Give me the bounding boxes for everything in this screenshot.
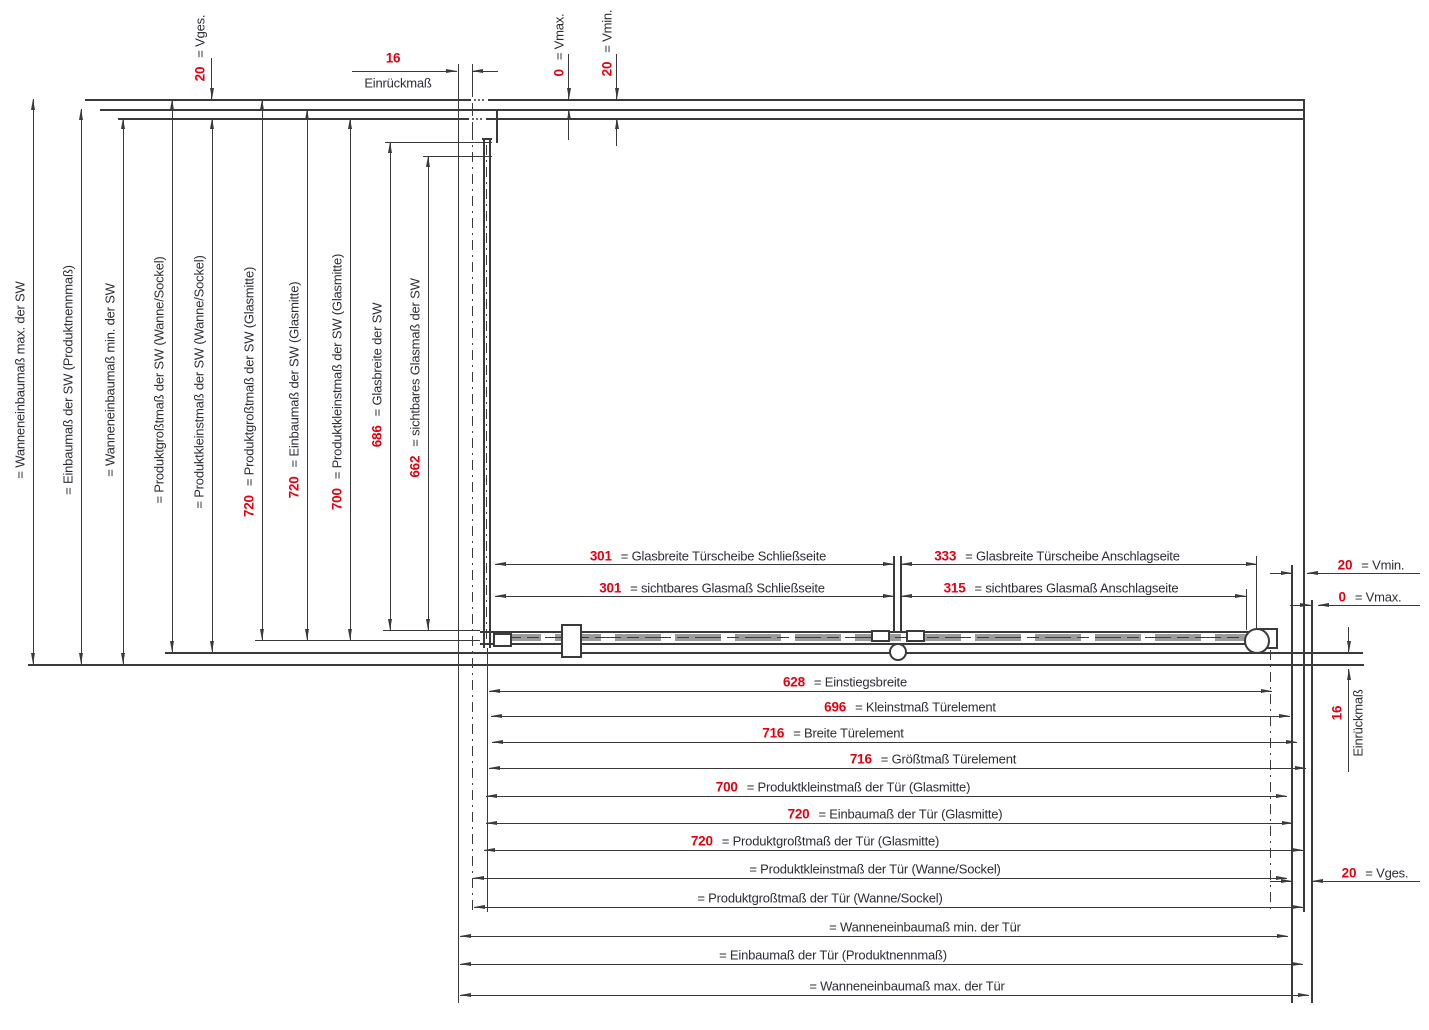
line-break-dot: [474, 99, 476, 101]
arrow-left: [474, 905, 485, 909]
center-guide-right: [906, 630, 925, 642]
arrow-up: [348, 118, 352, 129]
dim-tuer-wanneneinbau-min: = Wanneneinbaumaß min. der Tür: [829, 919, 1021, 935]
arrow-left: [489, 689, 500, 693]
line: [460, 936, 1288, 937]
line: [486, 823, 1293, 824]
line: [1256, 556, 1257, 629]
dim-sw-glasbreite: 686= Glasbreite der SW: [369, 302, 385, 448]
arrow-up: [79, 109, 83, 120]
arrow-left: [1312, 879, 1323, 883]
line: [489, 139, 491, 648]
dim-sw-sichtbares-glasmass: 662= sichtbares Glasmaß der SW: [407, 278, 423, 478]
arrow-left: [460, 934, 471, 938]
corner-connector: [493, 633, 512, 647]
line-break-dot: [478, 99, 480, 101]
arrow-down: [615, 88, 619, 99]
line: [495, 596, 894, 597]
dim-vmin-right: 20 = Vmin.: [1337, 557, 1405, 573]
dim-sw-groesstmass-glasmitte: 720= Produktgroßtmaß der SW (Glasmitte): [241, 266, 257, 518]
arrow-right: [1281, 571, 1292, 575]
arrow-down: [210, 88, 214, 99]
line: [1246, 589, 1247, 630]
arrow-up: [305, 109, 309, 120]
arrow-up: [1347, 669, 1351, 680]
line: [385, 142, 492, 143]
arrow-down: [121, 653, 125, 664]
arrow-left: [491, 714, 502, 718]
line: [489, 691, 1272, 692]
arrow-right: [1235, 594, 1246, 598]
dim-tuer-wanneneinbau-max: = Wanneneinbaumaß max. der Tür: [809, 978, 1005, 994]
arrow-up: [260, 99, 264, 110]
centerline-vertical: [472, 130, 473, 912]
line-break-dot: [476, 118, 478, 120]
arrow-right: [1292, 848, 1303, 852]
line: [81, 109, 82, 665]
arrow-right: [883, 562, 894, 566]
dim-vges-top: 20= Vges.: [192, 14, 208, 82]
dim-kleinstmass-tuerelement: 696 = Kleinstmaß Türelement: [824, 699, 996, 715]
arrow-up: [31, 99, 35, 110]
arrow-down: [348, 629, 352, 640]
line: [352, 71, 457, 72]
dim-einrueckmass-top-value: 16: [385, 50, 401, 66]
dim-tuer-kleinstmass-wanne: = Produktkleinstmaß der Tür (Wanne/Sockel): [749, 861, 1001, 877]
line: [1311, 600, 1313, 1003]
arrow-left: [495, 594, 506, 598]
line: [255, 640, 480, 641]
line: [480, 643, 1270, 645]
line: [460, 964, 1303, 965]
line: [474, 907, 1303, 908]
line: [484, 850, 1303, 851]
dim-vmax-right: 0 = Vmax.: [1338, 589, 1402, 605]
line: [118, 118, 1303, 120]
arrow-right: [1298, 993, 1309, 997]
line: [350, 118, 351, 641]
line: [123, 118, 124, 665]
arrow-right: [1261, 689, 1272, 693]
arrow-up: [426, 156, 430, 167]
dim-breite-tuerelement: 716 = Breite Türelement: [762, 725, 904, 741]
dim-einrueckmass-top-label: Einrückmaß: [364, 75, 432, 91]
line: [901, 596, 1246, 597]
line-break-dot: [482, 99, 484, 101]
arrow-down: [170, 641, 174, 652]
arrow-right: [1292, 905, 1303, 909]
arrow-up: [388, 142, 392, 153]
dim-tuer-einbaumass-glasmitte: 720 = Einbaumaß der Tür (Glasmitte): [787, 806, 1003, 822]
line: [1318, 605, 1420, 606]
line: [496, 109, 498, 143]
line: [482, 138, 492, 140]
line: [262, 99, 263, 641]
arrow-right: [1277, 934, 1288, 938]
line: [487, 648, 488, 912]
arrow-left: [1318, 603, 1329, 607]
arrow-down: [388, 619, 392, 630]
line: [1307, 573, 1420, 574]
dim-sw-einbaumass-glasmitte: 720= Einbaumaß der SW (Glasmitte): [286, 281, 302, 499]
dim-sw-einbaumass: = Einbaumaß der SW (Produktnennmaß): [60, 265, 76, 495]
dim-tuer-einbaumass: = Einbaumaß der Tür (Produktnennmaß): [719, 947, 947, 963]
arrow-right: [1246, 562, 1257, 566]
center-guide-left: [871, 630, 890, 642]
arrow-left: [495, 562, 506, 566]
arrow-right: [1292, 962, 1303, 966]
dim-sw-kleinstmass-wanne: = Produktkleinstmaß der SW (Wanne/Sockel): [191, 255, 207, 509]
line-break-dot: [472, 118, 474, 120]
dim-tuer-groesstmass-glasmitte: 720 = Produktgroßtmaß der Tür (Glasmitte): [690, 833, 940, 849]
arrow-right: [1295, 766, 1306, 770]
line: [1291, 565, 1293, 1003]
arrow-left: [489, 766, 500, 770]
dim-vges-right: 20 = Vges.: [1341, 865, 1409, 881]
arrow-right: [1279, 714, 1290, 718]
line: [28, 664, 1364, 666]
dim-sw-wanneneinbau-min: = Wanneneinbaumaß min. der SW: [102, 283, 118, 477]
center-roller: [889, 643, 907, 661]
arrow-right: [1281, 879, 1292, 883]
line: [483, 139, 485, 648]
arrow-left: [492, 740, 503, 744]
arrow-left: [484, 848, 495, 852]
arrow-down: [567, 88, 571, 99]
arrow-right: [1276, 794, 1287, 798]
line: [491, 716, 1290, 717]
dim-glasbreite-schliessseite: 301 = Glasbreite Türscheibe Schließseite: [589, 548, 827, 564]
line: [473, 878, 1287, 879]
arrow-right: [1286, 740, 1297, 744]
end-roller: [1244, 628, 1270, 654]
dim-einrueckmass-right-value: 16: [1329, 705, 1345, 721]
line: [212, 118, 213, 653]
dim-einrueckmass-right-label: Einrückmaß: [1350, 689, 1366, 757]
line: [458, 64, 459, 1003]
arrow-down: [426, 619, 430, 630]
arrow-down: [1347, 641, 1351, 652]
line: [390, 142, 391, 631]
arrow-up: [170, 99, 174, 110]
line: [100, 109, 1303, 111]
arrow-down: [79, 653, 83, 664]
line: [1348, 669, 1349, 772]
arrow-right: [1282, 821, 1293, 825]
arrow-right: [446, 69, 457, 73]
arrow-down: [260, 629, 264, 640]
arrow-left: [460, 962, 471, 966]
arrow-left: [1307, 571, 1318, 575]
line: [1303, 99, 1305, 912]
arrow-left: [460, 993, 471, 997]
dim-vmax-top: 0= Vmax.: [551, 13, 567, 77]
line-break-dot: [480, 118, 482, 120]
arrow-up: [121, 118, 125, 129]
line: [489, 768, 1306, 769]
line: [33, 99, 34, 665]
line: [172, 99, 173, 653]
arrow-left: [486, 794, 497, 798]
line: [495, 564, 894, 565]
line: [428, 156, 429, 631]
dim-tuer-groesstmass-wanne: = Produktgroßtmaß der Tür (Wanne/Sockel): [697, 890, 943, 906]
arrow-down: [31, 653, 35, 664]
line: [165, 652, 1363, 654]
arrow-left: [901, 594, 912, 598]
dim-sichtbares-glasmass-anschlagseite: 315 = sichtbares Glasmaß Anschlagseite: [943, 580, 1179, 596]
line: [85, 99, 1303, 101]
dim-sw-groesstmass-wanne: = Produktgroßtmaß der SW (Wanne/Sockel): [151, 256, 167, 504]
arrow-left: [472, 69, 483, 73]
arrow-left: [473, 876, 484, 880]
arrow-left: [901, 562, 912, 566]
centerline-vertical: [1270, 628, 1271, 912]
dim-sichtbares-glasmass-schliessseite: 301 = sichtbares Glasmaß Schließseite: [599, 580, 825, 596]
dim-sw-kleinstmass-glasmitte: 700= Produktkleinstmaß der SW (Glasmitte): [329, 253, 345, 511]
arrow-right: [883, 594, 894, 598]
dim-einstiegsbreite: 628 = Einstiegsbreite: [782, 674, 908, 690]
dim-vmin-top: 20= Vmin.: [599, 9, 615, 77]
arrow-right: [1300, 603, 1311, 607]
arrow-down: [210, 641, 214, 652]
door-handle-knob: [561, 624, 582, 658]
arrow-up: [210, 118, 214, 129]
dim-glasbreite-anschlagseite: 333 = Glasbreite Türscheibe Anschlagseite: [934, 548, 1180, 564]
centerline-vertical: [486, 145, 487, 640]
line: [383, 630, 480, 631]
arrow-up: [615, 118, 619, 129]
arrow-down: [305, 629, 309, 640]
arrow-left: [486, 821, 497, 825]
arrow-up: [567, 109, 571, 120]
line: [307, 109, 308, 641]
line: [486, 796, 1287, 797]
dim-sw-wanneneinbau-max: = Wanneneinbaumaß max. der SW: [12, 281, 28, 479]
line: [460, 995, 1309, 996]
line: [492, 742, 1297, 743]
line: [423, 156, 492, 157]
dim-tuer-kleinstmass-glasmitte: 700 = Produktkleinstmaß der Tür (Glasmitte): [715, 779, 971, 795]
line: [1312, 881, 1420, 882]
dim-groesstmass-tuerelement: 716 = Größtmaß Türelement: [849, 751, 1017, 767]
line: [901, 564, 1257, 565]
